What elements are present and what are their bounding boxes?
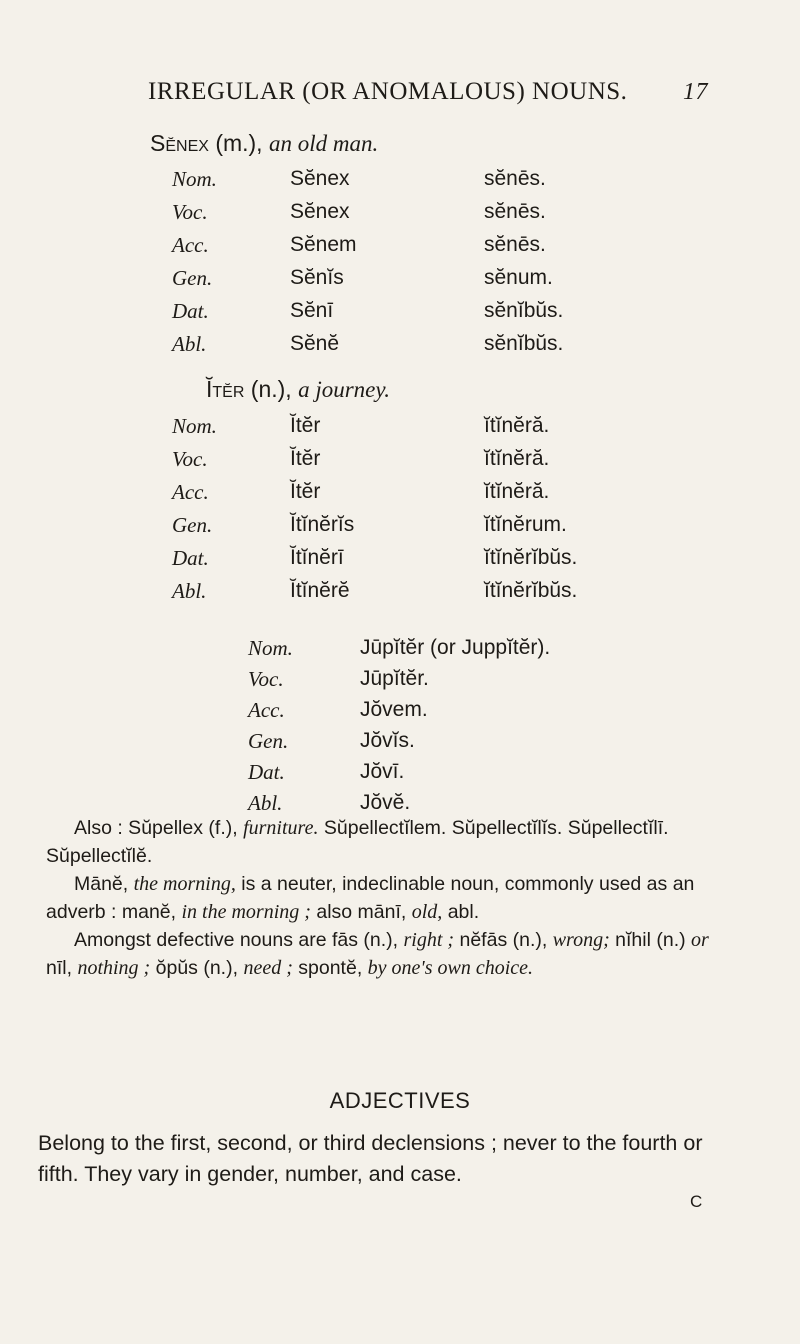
case-label: Nom. — [248, 636, 293, 660]
case-label: Nom. — [172, 414, 217, 438]
singular-form: Sĕnex — [290, 200, 350, 223]
iter-head-word: Ĭtĕr — [206, 376, 245, 402]
running-title: IRREGULAR (OR ANOMALOUS) NOUNS. — [148, 78, 628, 105]
senex-title — [150, 130, 378, 157]
defective-meaning-1: right ; — [403, 929, 455, 951]
case-label: Gen. — [172, 266, 213, 290]
case-label: Gen. — [172, 513, 213, 537]
defective-meaning-2: wrong; — [552, 929, 610, 951]
jupiter-form: Jŏvĭs. — [360, 729, 415, 752]
mane-text-4: abl. — [442, 901, 480, 923]
mane-text-1: Mānĕ, — [74, 873, 134, 895]
plural-form: ĭtĭnĕră. — [484, 447, 550, 470]
adjectives-heading: ADJECTIVES — [329, 1088, 471, 1113]
page-number: 17 — [683, 79, 708, 105]
mane-text-2: is a neuter, indeclinable noun, commonly used as an adverb : manĕ, — [46, 873, 695, 923]
singular-form: Sĕnĕ — [290, 332, 340, 355]
jupiter-form: Jŏvī. — [360, 760, 405, 783]
plural-form: sĕnēs. — [484, 233, 546, 256]
case-label: Voc. — [172, 200, 208, 224]
singular-form: Sĕnem — [290, 233, 357, 256]
case-label: Dat. — [248, 760, 285, 784]
singular-form: Ĭtĭnĕrĭs — [290, 513, 355, 536]
singular-form: Ĭtĕr — [290, 414, 321, 437]
jupiter-form: Jūpĭtĕr. — [360, 667, 429, 690]
singular-form: Ĭtĭnĕrĕ — [290, 579, 350, 602]
supellex-paragraph — [46, 814, 716, 870]
iter-gender: (n.), — [250, 376, 292, 402]
case-label: Abl. — [248, 791, 283, 815]
defective-nouns-paragraph — [46, 926, 716, 982]
singular-form: Sĕnĭs — [290, 266, 344, 289]
plural-form: sĕnum. — [484, 266, 553, 289]
supellex-meaning: furniture. — [243, 817, 319, 839]
case-label: Acc. — [172, 233, 209, 257]
case-label: Nom. — [172, 167, 217, 191]
plural-form: sĕnĭbŭs. — [484, 299, 564, 322]
defective-or: or — [691, 929, 709, 951]
mane-meaning-1: the morning, — [133, 873, 236, 895]
mane-paragraph — [46, 870, 716, 926]
case-label: Dat. — [172, 299, 209, 323]
case-label: Acc. — [248, 698, 285, 722]
also-paragraphs — [46, 814, 716, 982]
defective-text-1: Amongst defective nouns are fās (n.), — [74, 929, 404, 951]
mane-meaning-2: in the morning ; — [181, 901, 311, 923]
senex-meaning: an old man. — [268, 131, 379, 156]
case-label: Abl. — [172, 579, 207, 603]
case-label: Dat. — [172, 546, 209, 570]
plural-form: ĭtĭnĕrĭbŭs. — [484, 546, 578, 569]
plural-form: ĭtĭnĕră. — [484, 480, 550, 503]
jupiter-form: Jŏvem. — [360, 698, 428, 721]
supellex-forms: Sŭpellectĭlem. Sŭpellectĭlĭs. Sŭpellectĭlī. Sŭpellectĭlĕ. — [46, 817, 669, 867]
jupiter-form: Jūpĭtĕr (or Juppĭtĕr). — [360, 636, 551, 659]
singular-form: Ĭtĕr — [290, 480, 321, 503]
singular-form: Sĕnex — [290, 167, 350, 190]
mane-text-3: also mānī, — [310, 901, 412, 923]
singular-form: Ĭtĭnĕrī — [290, 546, 344, 569]
case-label: Voc. — [248, 667, 284, 691]
defective-meaning-5: by one's own choice. — [367, 957, 534, 979]
singular-form: Ĭtĕr — [290, 447, 321, 470]
plural-form: sĕnēs. — [484, 167, 546, 190]
case-label: Acc. — [172, 480, 209, 504]
case-label: Voc. — [172, 447, 208, 471]
defective-text-5: ŏpŭs (n.), — [150, 957, 244, 979]
senex-gender: (m.), — [215, 130, 263, 156]
mane-meaning-3: old, — [411, 901, 443, 923]
signature-mark: C — [690, 1192, 703, 1211]
plural-form: ĭtĭnĕrĭbŭs. — [484, 579, 578, 602]
supellex-text-1: Also : Sŭpellex (f.), — [74, 817, 244, 839]
running-header — [148, 78, 708, 106]
case-label: Gen. — [248, 729, 289, 753]
defective-meaning-4: need ; — [243, 957, 293, 979]
senex-head-word: Sĕnex — [150, 130, 209, 156]
case-label: Abl. — [172, 332, 207, 356]
plural-form: sĕnĭbŭs. — [484, 332, 564, 355]
defective-meaning-3: nothing ; — [77, 957, 151, 979]
iter-title — [206, 376, 390, 403]
adjectives-text: Belong to the first, second, or third declensions ; never to the fourth or fifth. They vary in gender, number, and case. — [38, 1131, 703, 1186]
plural-form: sĕnēs. — [484, 200, 546, 223]
defective-text-2: nĕfās (n.), — [454, 929, 553, 951]
defective-text-3: nĭhil (n.) — [609, 929, 692, 951]
jupiter-form: Jŏvĕ. — [360, 791, 411, 814]
defective-text-6: spontĕ, — [292, 957, 368, 979]
singular-form: Sĕnī — [290, 299, 334, 322]
plural-form: ĭtĭnĕrum. — [484, 513, 567, 536]
plural-form: ĭtĭnĕră. — [484, 414, 550, 437]
iter-meaning: a journey. — [298, 377, 391, 402]
defective-text-4: nīl, — [46, 957, 78, 979]
